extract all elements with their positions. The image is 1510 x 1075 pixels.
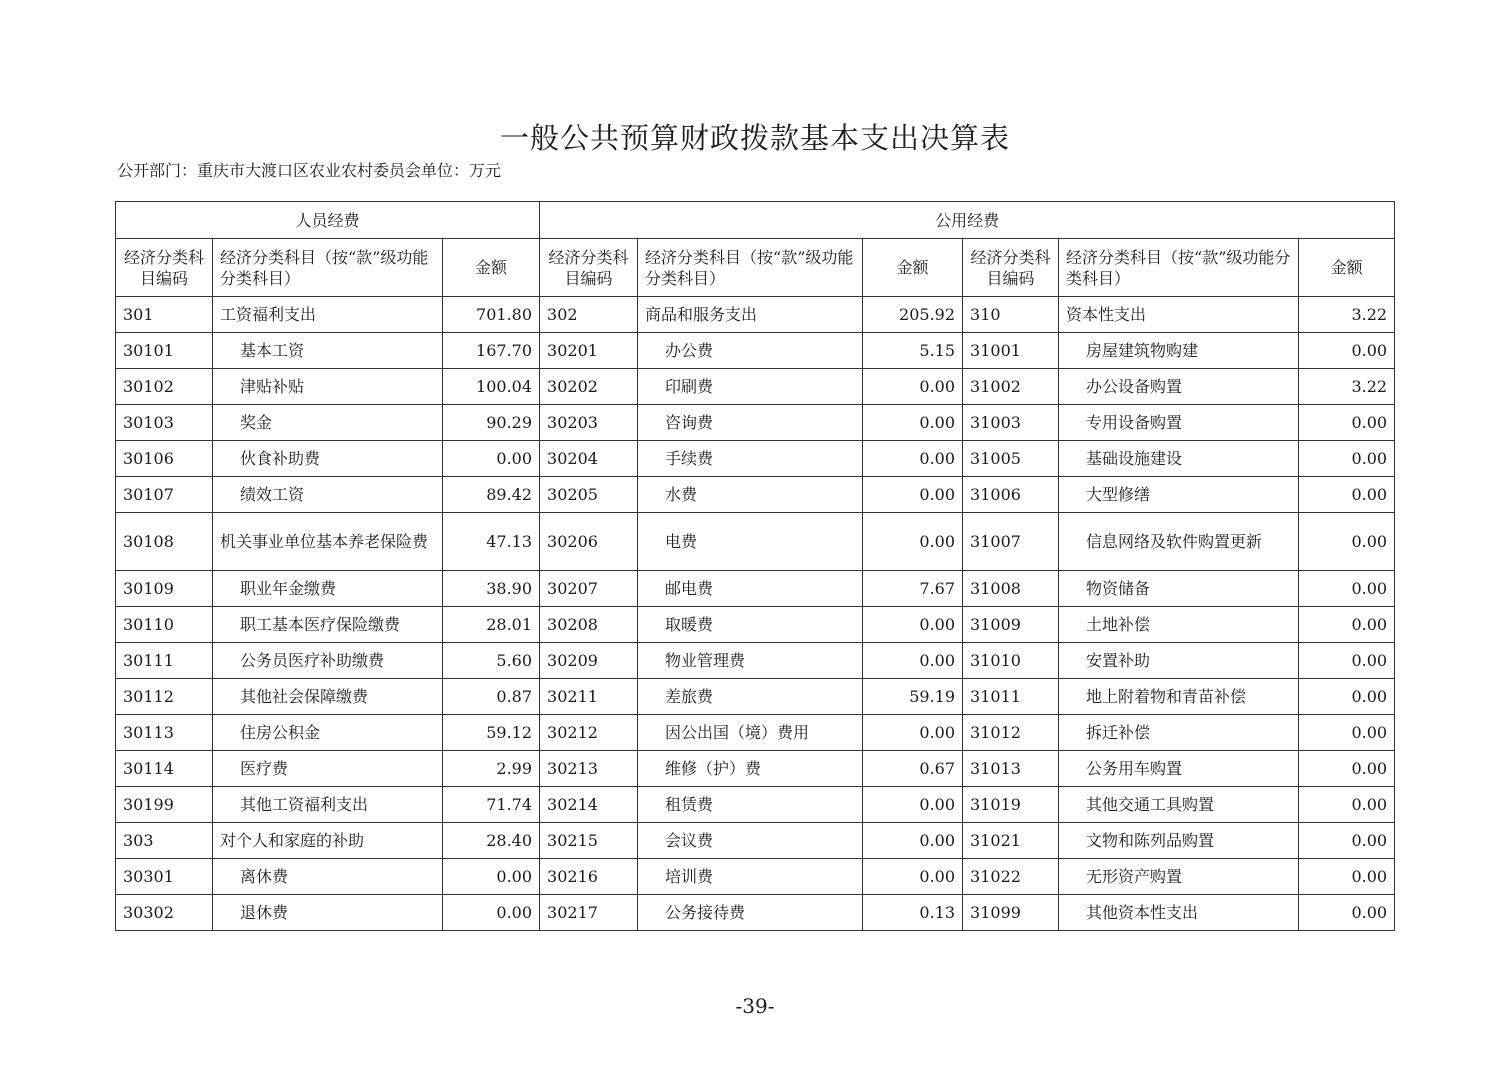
cell-code: 31022 <box>963 859 1059 895</box>
table-row <box>116 297 1395 333</box>
cell-code: 30205 <box>540 477 638 513</box>
table-row <box>116 477 1395 513</box>
cell-amount: 0.00 <box>863 405 963 441</box>
cell-name: 培训费 <box>638 859 863 895</box>
cell-amount: 0.00 <box>1299 895 1395 931</box>
cell-amount: 3.22 <box>1299 369 1395 405</box>
cell-code: 30103 <box>116 405 213 441</box>
cell-amount: 0.00 <box>1299 513 1395 571</box>
cell-name: 邮电费 <box>638 571 863 607</box>
cell-amount: 38.90 <box>443 571 540 607</box>
cell-amount: 28.40 <box>443 823 540 859</box>
cell-amount: 0.00 <box>1299 859 1395 895</box>
cell-code: 30302 <box>116 895 213 931</box>
cell-amount: 0.00 <box>1299 333 1395 369</box>
cell-code: 31008 <box>963 571 1059 607</box>
cell-name: 水费 <box>638 477 863 513</box>
cell-name: 土地补偿 <box>1059 607 1299 643</box>
cell-name: 专用设备购置 <box>1059 405 1299 441</box>
cell-amount: 701.80 <box>443 297 540 333</box>
table-row <box>116 333 1395 369</box>
cell-name: 电费 <box>638 513 863 571</box>
cell-code: 30202 <box>540 369 638 405</box>
col-header-name: 经济分类科目（按“款”级功能分类科目） <box>638 239 863 297</box>
cell-amount: 100.04 <box>443 369 540 405</box>
cell-amount: 0.00 <box>863 715 963 751</box>
cell-code: 30101 <box>116 333 213 369</box>
table-row <box>116 405 1395 441</box>
table-row <box>116 859 1395 895</box>
cell-amount: 0.00 <box>1299 441 1395 477</box>
cell-amount: 5.15 <box>863 333 963 369</box>
table-row <box>116 787 1395 823</box>
cell-code: 31001 <box>963 333 1059 369</box>
cell-name: 基本工资 <box>213 333 443 369</box>
page-subtitle: 公开部门：重庆市大渡口区农业农村委员会单位：万元 <box>117 161 502 180</box>
budget-table <box>115 201 1395 931</box>
group-header-public: 公用经费 <box>540 202 1395 239</box>
cell-name: 津贴补贴 <box>213 369 443 405</box>
cell-name: 取暖费 <box>638 607 863 643</box>
cell-name: 退休费 <box>213 895 443 931</box>
col-header-code: 经济分类科目编码 <box>963 239 1059 297</box>
cell-code: 31010 <box>963 643 1059 679</box>
cell-code: 30301 <box>116 859 213 895</box>
cell-amount: 0.00 <box>443 859 540 895</box>
cell-code: 30111 <box>116 643 213 679</box>
cell-name: 绩效工资 <box>213 477 443 513</box>
cell-name: 会议费 <box>638 823 863 859</box>
cell-amount: 59.12 <box>443 715 540 751</box>
cell-amount: 0.87 <box>443 679 540 715</box>
cell-amount: 28.01 <box>443 607 540 643</box>
cell-code: 30207 <box>540 571 638 607</box>
cell-amount: 2.99 <box>443 751 540 787</box>
cell-name: 房屋建筑物购建 <box>1059 333 1299 369</box>
cell-code: 31006 <box>963 477 1059 513</box>
cell-name: 离休费 <box>213 859 443 895</box>
cell-name: 公务员医疗补助缴费 <box>213 643 443 679</box>
table-row <box>116 513 1395 571</box>
cell-code: 302 <box>540 297 638 333</box>
page-number: -39- <box>735 994 775 1018</box>
cell-code: 31021 <box>963 823 1059 859</box>
cell-amount: 0.00 <box>863 477 963 513</box>
cell-code: 31005 <box>963 441 1059 477</box>
cell-amount: 0.00 <box>863 441 963 477</box>
col-header-amount: 金额 <box>863 239 963 297</box>
page-title: 一般公共预算财政拨款基本支出决算表 <box>499 121 1010 155</box>
cell-amount: 0.00 <box>1299 643 1395 679</box>
cell-name: 其他交通工具购置 <box>1059 787 1299 823</box>
table-row <box>116 751 1395 787</box>
cell-amount: 90.29 <box>443 405 540 441</box>
cell-amount: 0.13 <box>863 895 963 931</box>
cell-amount: 7.67 <box>863 571 963 607</box>
cell-amount: 0.00 <box>863 823 963 859</box>
cell-name: 办公设备购置 <box>1059 369 1299 405</box>
table-row <box>116 679 1395 715</box>
cell-amount: 0.00 <box>863 513 963 571</box>
cell-name: 基础设施建设 <box>1059 441 1299 477</box>
cell-code: 30109 <box>116 571 213 607</box>
cell-code: 30114 <box>116 751 213 787</box>
cell-code: 31019 <box>963 787 1059 823</box>
cell-code: 31002 <box>963 369 1059 405</box>
cell-amount: 5.60 <box>443 643 540 679</box>
cell-code: 30204 <box>540 441 638 477</box>
cell-amount: 0.00 <box>863 859 963 895</box>
cell-code: 30208 <box>540 607 638 643</box>
table-row <box>116 715 1395 751</box>
cell-code: 31013 <box>963 751 1059 787</box>
cell-amount: 205.92 <box>863 297 963 333</box>
col-header-code: 经济分类科目编码 <box>116 239 213 297</box>
cell-amount: 0.00 <box>1299 607 1395 643</box>
cell-amount: 0.00 <box>1299 751 1395 787</box>
col-header-amount: 金额 <box>1299 239 1395 297</box>
cell-code: 30211 <box>540 679 638 715</box>
table-row <box>116 369 1395 405</box>
cell-name: 商品和服务支出 <box>638 297 863 333</box>
table-row <box>116 571 1395 607</box>
cell-code: 31007 <box>963 513 1059 571</box>
cell-name: 手续费 <box>638 441 863 477</box>
cell-name: 工资福利支出 <box>213 297 443 333</box>
cell-amount: 0.00 <box>443 895 540 931</box>
table-row <box>116 643 1395 679</box>
cell-code: 30215 <box>540 823 638 859</box>
cell-code: 31003 <box>963 405 1059 441</box>
cell-code: 30199 <box>116 787 213 823</box>
cell-name: 差旅费 <box>638 679 863 715</box>
cell-amount: 0.00 <box>1299 571 1395 607</box>
cell-name: 其他资本性支出 <box>1059 895 1299 931</box>
cell-amount: 0.00 <box>863 607 963 643</box>
cell-code: 30108 <box>116 513 213 571</box>
cell-name: 维修（护）费 <box>638 751 863 787</box>
group-header-personnel: 人员经费 <box>116 202 540 239</box>
cell-name: 地上附着物和青苗补偿 <box>1059 679 1299 715</box>
cell-code: 30217 <box>540 895 638 931</box>
cell-code: 30214 <box>540 787 638 823</box>
cell-name: 文物和陈列品购置 <box>1059 823 1299 859</box>
cell-code: 30102 <box>116 369 213 405</box>
cell-amount: 0.00 <box>863 643 963 679</box>
cell-code: 30216 <box>540 859 638 895</box>
column-header-row <box>116 239 1395 297</box>
cell-amount: 0.00 <box>443 441 540 477</box>
table-row <box>116 823 1395 859</box>
cell-name: 其他社会保障缴费 <box>213 679 443 715</box>
cell-code: 31012 <box>963 715 1059 751</box>
cell-name: 奖金 <box>213 405 443 441</box>
cell-name: 对个人和家庭的补助 <box>213 823 443 859</box>
cell-code: 30213 <box>540 751 638 787</box>
cell-code: 30209 <box>540 643 638 679</box>
cell-name: 职业年金缴费 <box>213 571 443 607</box>
cell-name: 拆迁补偿 <box>1059 715 1299 751</box>
cell-name: 因公出国（境）费用 <box>638 715 863 751</box>
cell-amount: 0.00 <box>1299 787 1395 823</box>
cell-amount: 0.00 <box>1299 715 1395 751</box>
cell-code: 30201 <box>540 333 638 369</box>
cell-name: 职工基本医疗保险缴费 <box>213 607 443 643</box>
cell-amount: 0.00 <box>1299 823 1395 859</box>
cell-code: 30106 <box>116 441 213 477</box>
cell-code: 30110 <box>116 607 213 643</box>
cell-code: 30107 <box>116 477 213 513</box>
cell-code: 310 <box>963 297 1059 333</box>
cell-name: 公务用车购置 <box>1059 751 1299 787</box>
cell-name: 其他工资福利支出 <box>213 787 443 823</box>
cell-name: 住房公积金 <box>213 715 443 751</box>
col-header-code: 经济分类科目编码 <box>540 239 638 297</box>
cell-amount: 59.19 <box>863 679 963 715</box>
cell-code: 303 <box>116 823 213 859</box>
cell-name: 机关事业单位基本养老保险费 <box>213 513 443 571</box>
cell-code: 30212 <box>540 715 638 751</box>
cell-code: 30206 <box>540 513 638 571</box>
cell-code: 31011 <box>963 679 1059 715</box>
cell-code: 30113 <box>116 715 213 751</box>
cell-code: 31009 <box>963 607 1059 643</box>
cell-code: 30203 <box>540 405 638 441</box>
cell-name: 安置补助 <box>1059 643 1299 679</box>
cell-amount: 0.00 <box>863 787 963 823</box>
cell-amount: 0.00 <box>1299 477 1395 513</box>
cell-code: 301 <box>116 297 213 333</box>
col-header-amount: 金额 <box>443 239 540 297</box>
cell-name: 办公费 <box>638 333 863 369</box>
cell-name: 医疗费 <box>213 751 443 787</box>
cell-name: 印刷费 <box>638 369 863 405</box>
cell-name: 资本性支出 <box>1059 297 1299 333</box>
cell-name: 公务接待费 <box>638 895 863 931</box>
cell-name: 大型修缮 <box>1059 477 1299 513</box>
table-row <box>116 607 1395 643</box>
cell-name: 无形资产购置 <box>1059 859 1299 895</box>
cell-amount: 0.67 <box>863 751 963 787</box>
col-header-name: 经济分类科目（按“款”级功能分类科目） <box>213 239 443 297</box>
group-header-row <box>116 202 1395 239</box>
cell-name: 物资储备 <box>1059 571 1299 607</box>
cell-name: 租赁费 <box>638 787 863 823</box>
cell-code: 31099 <box>963 895 1059 931</box>
cell-amount: 0.00 <box>1299 405 1395 441</box>
cell-name: 咨询费 <box>638 405 863 441</box>
cell-name: 伙食补助费 <box>213 441 443 477</box>
cell-amount: 3.22 <box>1299 297 1395 333</box>
table-row <box>116 441 1395 477</box>
cell-code: 30112 <box>116 679 213 715</box>
cell-name: 信息网络及软件购置更新 <box>1059 513 1299 571</box>
cell-amount: 0.00 <box>863 369 963 405</box>
table-row <box>116 895 1395 931</box>
cell-amount: 0.00 <box>1299 679 1395 715</box>
col-header-name: 经济分类科目（按“款”级功能分类科目） <box>1059 239 1299 297</box>
cell-amount: 47.13 <box>443 513 540 571</box>
cell-name: 物业管理费 <box>638 643 863 679</box>
cell-amount: 89.42 <box>443 477 540 513</box>
cell-amount: 167.70 <box>443 333 540 369</box>
cell-amount: 71.74 <box>443 787 540 823</box>
